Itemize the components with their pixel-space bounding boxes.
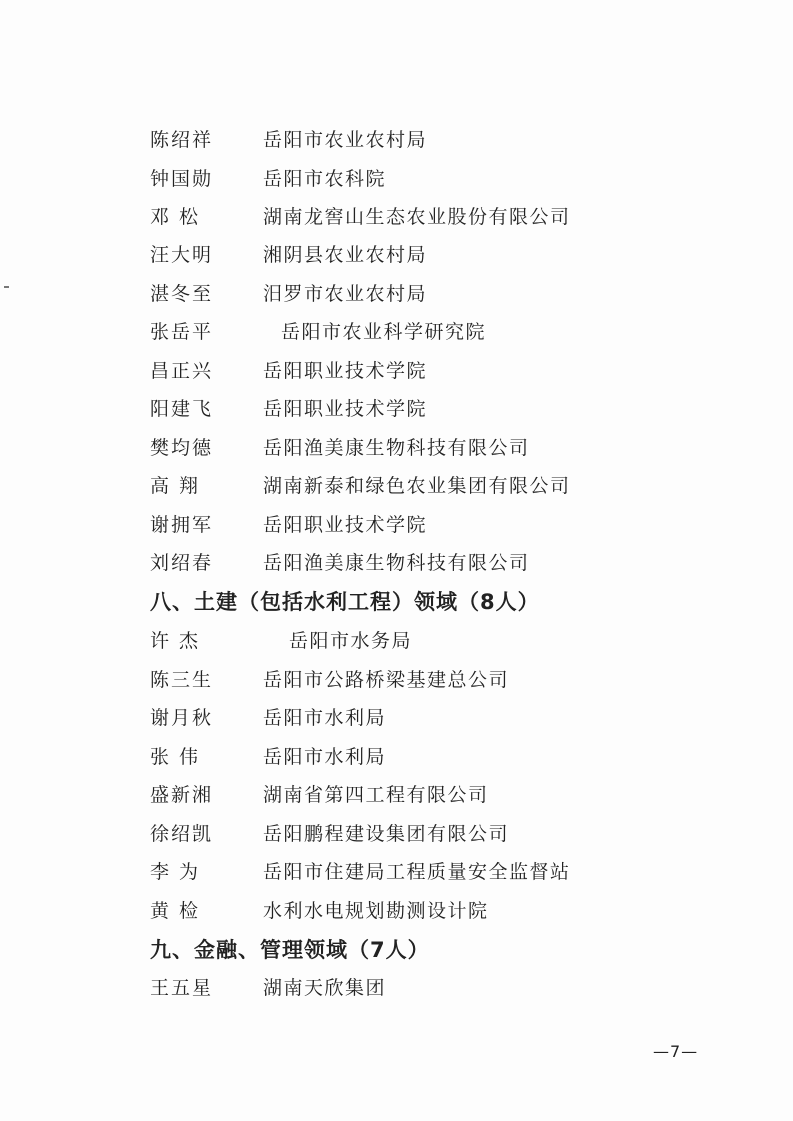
person-org: 岳阳市水务局	[289, 630, 413, 652]
person-org: 湖南新泰和绿色农业集团有限公司	[263, 475, 571, 497]
person-org: 岳阳市水利局	[263, 707, 387, 729]
list-item	[0, 894, 793, 928]
section-heading: 九、金融、管理领域（7人）	[150, 938, 430, 962]
person-name: 徐绍凯	[150, 823, 214, 845]
person-org: 湖南天欣集团	[263, 977, 387, 999]
list-item	[0, 546, 793, 580]
person-name: 陈绍祥	[150, 129, 214, 151]
person-name: 邓 松	[150, 206, 201, 228]
list-item	[0, 971, 793, 1005]
person-name: 刘绍春	[150, 552, 214, 574]
person-name: 阳建飞	[150, 398, 214, 420]
list-item	[0, 508, 793, 542]
person-name: 许 杰	[150, 630, 201, 652]
list-item	[0, 740, 793, 774]
person-org: 岳阳职业技术学院	[263, 360, 428, 382]
person-org: 岳阳市公路桥梁基建总公司	[263, 669, 510, 691]
person-name: 王五星	[150, 977, 214, 999]
person-org: 岳阳鹏程建设集团有限公司	[263, 823, 510, 845]
list-item	[0, 817, 793, 851]
list-item	[0, 392, 793, 426]
person-name: 李 为	[150, 861, 201, 883]
list-item	[0, 354, 793, 388]
list-item	[0, 469, 793, 503]
person-name: 樊均德	[150, 437, 214, 459]
section-heading: 八、土建（包括水利工程）领域（8人）	[150, 590, 540, 614]
list-item	[0, 162, 793, 196]
person-org: 岳阳市水利局	[263, 746, 387, 768]
person-org: 湖南龙窖山生态农业股份有限公司	[263, 206, 571, 228]
person-name: 谢拥军	[150, 514, 214, 536]
list-item	[0, 624, 793, 658]
list-item	[0, 431, 793, 465]
person-org: 水利水电规划勘测设计院	[263, 900, 489, 922]
person-name: 高 翔	[150, 475, 201, 497]
person-name: 张岳平	[150, 321, 214, 343]
person-org: 岳阳市住建局工程质量安全监督站	[263, 861, 571, 883]
person-name: 钟国勋	[150, 168, 214, 190]
person-name: 黄 检	[150, 900, 201, 922]
person-org: 湘阴县农业农村局	[263, 244, 428, 266]
list-item	[0, 200, 793, 234]
person-name: 湛冬至	[150, 283, 214, 305]
person-org: 岳阳市农业农村局	[263, 129, 428, 151]
person-name: 陈三生	[150, 669, 214, 691]
person-org: 岳阳职业技术学院	[263, 514, 428, 536]
list-item	[0, 778, 793, 812]
list-item	[0, 123, 793, 157]
list-item	[0, 238, 793, 272]
person-org: 岳阳市农科院	[263, 168, 387, 190]
list-item	[0, 701, 793, 735]
list-item	[0, 315, 793, 349]
person-org: 岳阳渔美康生物科技有限公司	[263, 437, 530, 459]
list-item	[0, 277, 793, 311]
person-name: 谢月秋	[150, 707, 214, 729]
person-org: 岳阳渔美康生物科技有限公司	[263, 552, 530, 574]
person-name: 昌正兴	[150, 360, 214, 382]
person-org: 岳阳市农业科学研究院	[281, 321, 487, 343]
person-org: 汨罗市农业农村局	[263, 283, 428, 305]
list-item	[0, 663, 793, 697]
page-number: —7—	[653, 1042, 699, 1061]
person-org: 湖南省第四工程有限公司	[263, 784, 489, 806]
list-item	[0, 855, 793, 889]
person-name: 盛新湘	[150, 784, 214, 806]
person-name: 汪大明	[150, 244, 214, 266]
person-name: 张 伟	[150, 746, 201, 768]
person-org: 岳阳职业技术学院	[263, 398, 428, 420]
